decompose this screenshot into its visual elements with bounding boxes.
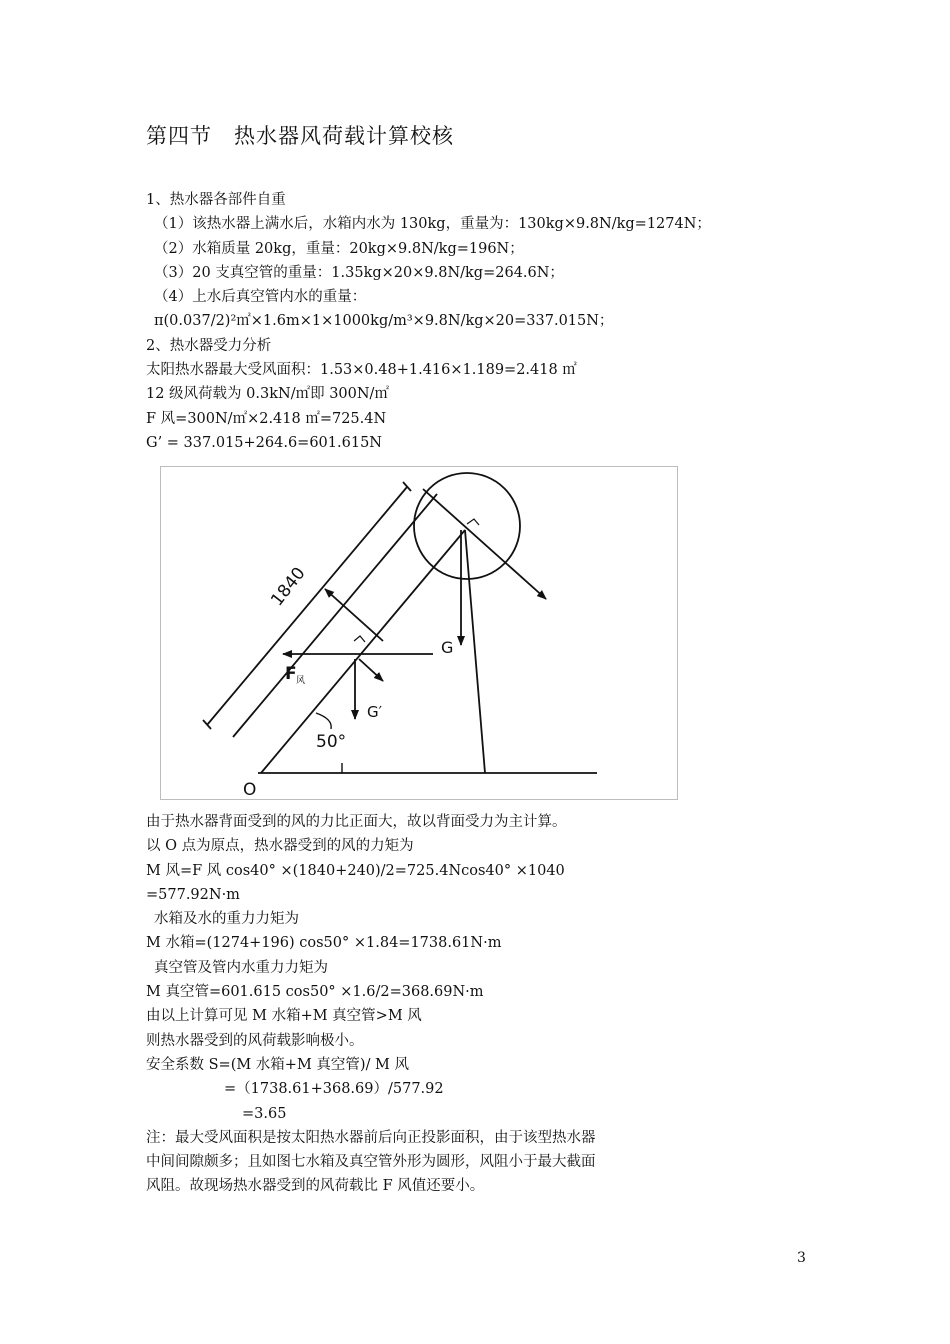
g-label: G: [441, 638, 454, 657]
text-line: 2、热水器受力分析: [146, 337, 272, 354]
text-line: 水箱及水的重力力矩为: [154, 911, 299, 928]
text-line: 由以上计算可见 M 水箱+M 真空管>M 风: [146, 1008, 422, 1025]
text-line: 12 级风荷载为 0.3kN/㎡即 300N/㎡: [146, 386, 389, 403]
text-line: 安全系数 S=(M 水箱+M 真空管)/ M 风: [146, 1056, 410, 1073]
text-line: 以 O 点为原点，热水器受到的风的力矩为: [146, 838, 414, 855]
text-line: 注：最大受风面积是按太阳热水器前后向正投影面积，由于该型热水器: [146, 1129, 596, 1146]
text-line: =3.65: [242, 1105, 287, 1122]
text-line: 1、热水器各部件自重: [146, 192, 286, 208]
text-line: 则热水器受到的风荷载影响极小。: [146, 1032, 364, 1049]
force-diagram: [160, 466, 678, 800]
page-title: 第四节 热水器风荷载计算校核: [146, 124, 454, 148]
page-number: 3: [797, 1250, 806, 1266]
origin-label: O: [243, 780, 257, 800]
g-prime-label: G′: [367, 703, 383, 721]
text-line: 中间间隙颇多；且如图七水箱及真空管外形为圆形，风阻小于最大截面: [146, 1154, 596, 1171]
text-line: =577.92N·m: [146, 886, 240, 903]
text-line: 太阳热水器最大受风面积：1.53×0.48+1.416×1.189=2.418 ㎡: [146, 362, 577, 379]
tube-upper-edge: [233, 494, 437, 737]
text-line: （4）上水后真空管内水的重量：: [154, 289, 367, 306]
text-line: =（1738.61+368.69）/577.92: [224, 1081, 444, 1098]
text-line: 风阻。故现场热水器受到的风荷载比 F 风值还要小。: [146, 1178, 485, 1195]
text-line: π(0.037/2)²㎡×1.6m×1×1000kg/m³×9.8N/kg×20=337.015N；: [154, 313, 614, 330]
text-line: （2）水箱质量 20kg，重量：20kg×9.8N/kg=196N；: [154, 240, 524, 257]
text-line: （3）20 支真空管的重量：1.35kg×20×9.8N/kg=264.6N；: [154, 264, 564, 281]
dimension-label: 1840: [267, 563, 310, 611]
text-line: （1）该热水器上满水后，水箱内水为 130kg，重量为：130kg×9.8N/kg=1274N；: [154, 216, 711, 233]
angle-label: 50°: [316, 732, 347, 752]
force-diagram-svg: [161, 467, 679, 801]
text-line: G’ = 337.015+264.6=601.615N: [146, 434, 382, 451]
text-line: F 风=300N/㎡×2.418 ㎡=725.4N: [146, 410, 387, 427]
f-subscript-label: 风: [296, 676, 306, 686]
text-line: M 风=F 风 cos40° ×(1840+240)/2=725.4Ncos40° ×1040: [146, 862, 565, 879]
text-line: 由于热水器背面受到的风的力比正面大，故以背面受力为主计算。: [146, 814, 567, 830]
text-line: M 水箱=(1274+196) cos50° ×1.84=1738.61N·m: [146, 935, 502, 952]
dimension-line: [207, 487, 407, 725]
section-weights-and-forces: [146, 188, 806, 455]
support-bracket: [465, 530, 485, 773]
text-line: M 真空管=601.615 cos50° ×1.6/2=368.69N·m: [146, 984, 484, 1001]
text-line: 真空管及管内水重力力矩为: [154, 959, 328, 976]
f-label: F: [285, 664, 297, 684]
section-moment-calculation: [146, 810, 806, 1199]
